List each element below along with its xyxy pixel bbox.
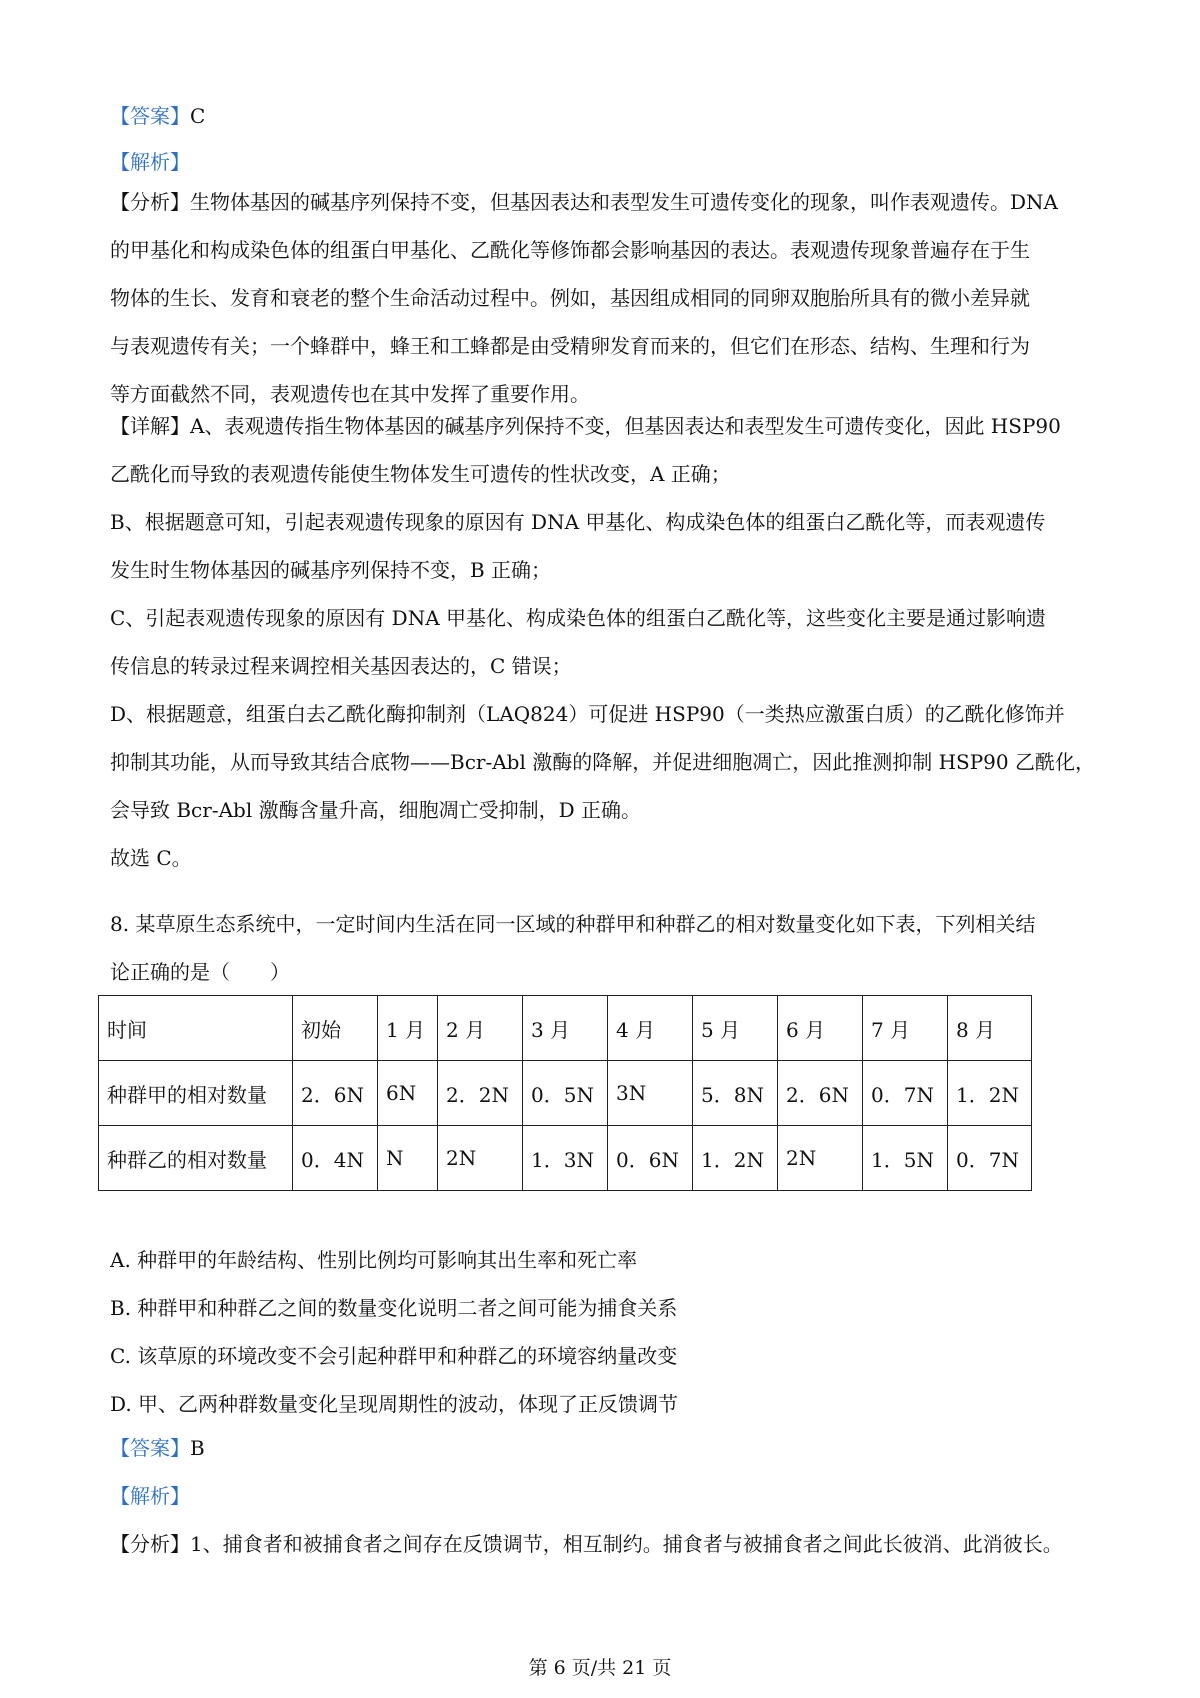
detail-line: 传信息的转录过程来调控相关基因表达的，C 错误； [110,654,572,678]
table-cell: 0．6N [608,1126,693,1191]
detail-line: 抑制其功能，从而导致其结合底物——Bcr-Abl 激酶的降解，并促进细胞凋亡，因此推测抑制 HSP90 乙酰化， [110,750,1095,774]
detail-line: 乙酰化而导致的表观遗传能使生物体发生可遗传的性状改变，A 正确； [110,462,731,486]
table-header-row [99,996,1032,1061]
analysis-paragraph-1 [110,178,1100,418]
fenxi-tag: 【分析】 [110,1532,190,1556]
table-cell: 1 月 [378,996,438,1061]
answer-line-2 [110,1434,1100,1462]
detail-line: C、引起表观遗传现象的原因有 DNA 甲基化、构成染色体的组蛋白乙酰化等，这些变化主要是通过影响遗 [110,606,1046,630]
table-cell: 1．3N [523,1126,608,1191]
detail-paragraph [110,402,1100,882]
table-cell: 2N [438,1126,523,1191]
analysis-line: 的甲基化和构成染色体的组蛋白甲基化、乙酰化等修饰都会影响基因的表达。表观遗传现象普遍存在于生 [110,238,1030,262]
table-cell: 2．6N [778,1061,863,1126]
analysis-tag-1 [110,148,1100,176]
question-line: 论正确的是（ ） [110,960,290,984]
detail-line: 故选 C。 [110,846,192,870]
fenxi-tag: 【分析】 [110,190,190,214]
question-line: 8. 某草原生态系统中，一定时间内生活在同一区域的种群甲和种群乙的相对数量变化如下表，下列相关结 [110,912,1036,936]
table-cell: 8 月 [948,996,1032,1061]
table-cell: 6 月 [778,996,863,1061]
answer-value: C [190,104,206,128]
option-c: C. 该草原的环境改变不会引起种群甲和种群乙的环境容纳量改变 [110,1344,678,1368]
table-cell: 时间 [99,996,293,1061]
table-cell: 1．2N [948,1061,1032,1126]
table-cell: 2．6N [293,1061,378,1126]
detail-line: 发生时生物体基因的碱基序列保持不变，B 正确； [110,558,552,582]
analysis-text: 1、捕食者和被捕食者之间存在反馈调节，相互制约。捕食者与被捕食者之间此长彼消、此消彼长。 [190,1532,1063,1556]
table-cell: 3 月 [523,996,608,1061]
detail-line: 会导致 Bcr-Abl 激酶含量升高，细胞凋亡受抑制，D 正确。 [110,798,641,822]
answer-options [110,1236,1100,1428]
detail-line: 【详解】A、表观遗传指生物体基因的碱基序列保持不变，但基因表达和表型发生可遗传变化，因此 HSP90 [110,414,1061,438]
table-cell: 1．2N [693,1126,778,1191]
answer-value: B [190,1436,205,1460]
analysis-tag-2 [110,1482,1100,1510]
table-cell: 0．7N [863,1061,948,1126]
table-cell: 2 月 [438,996,523,1061]
analysis-line: 等方面截然不同，表观遗传也在其中发挥了重要作用。 [110,382,590,406]
table-row [99,1126,1032,1191]
option-a: A. 种群甲的年龄结构、性别比例均可影响其出生率和死亡率 [110,1248,638,1272]
table-cell: 3N [608,1061,693,1126]
table-cell: 0．5N [523,1061,608,1126]
table-row [99,1061,1032,1126]
table-cell: 种群乙的相对数量 [99,1126,293,1191]
table-cell: 4 月 [608,996,693,1061]
table-cell: 2N [778,1126,863,1191]
page-number: 第 6 页/共 21 页 [528,1657,672,1679]
table-cell: 6N [378,1061,438,1126]
answer-tag: 【答案】 [110,104,190,128]
population-table [98,995,1032,1191]
table-cell: 7 月 [863,996,948,1061]
analysis-tag: 【解析】 [110,1484,190,1508]
table-cell: 1．5N [863,1126,948,1191]
table-cell: 2．2N [438,1061,523,1126]
analysis-line-2 [110,1530,1100,1558]
option-d: D. 甲、乙两种群数量变化呈现周期性的波动，体现了正反馈调节 [110,1392,679,1416]
option-b: B. 种群甲和种群乙之间的数量变化说明二者之间可能为捕食关系 [110,1296,678,1320]
detail-line: B、根据题意可知，引起表观遗传现象的原因有 DNA 甲基化、构成染色体的组蛋白乙酰化等，而表观遗传 [110,510,1046,534]
table-cell: 初始 [293,996,378,1061]
detail-line: D、根据题意，组蛋白去乙酰化酶抑制剂（LAQ824）可促进 HSP90（一类热应激蛋白质）的乙酰化修饰并 [110,702,1065,726]
analysis-line: 【分析】生物体基因的碱基序列保持不变，但基因表达和表型发生可遗传变化的现象，叫作表观遗传。DNA [110,190,1058,214]
analysis-line: 物体的生长、发育和衰老的整个生命活动过程中。例如，基因组成相同的同卵双胞胎所具有的微小差异就 [110,286,1030,310]
answer-tag: 【答案】 [110,1436,190,1460]
table-cell: 5．8N [693,1061,778,1126]
table-cell: 种群甲的相对数量 [99,1061,293,1126]
table-cell: 5 月 [693,996,778,1061]
analysis-tag: 【解析】 [110,150,190,174]
table-cell: N [378,1126,438,1191]
detail-tag: 【详解】 [110,414,190,438]
analysis-line: 与表观遗传有关；一个蜂群中，蜂王和工蜂都是由受精卵发育而来的，但它们在形态、结构、生理和行为 [110,334,1030,358]
table-cell: 0．4N [293,1126,378,1191]
table-cell: 0．7N [948,1126,1032,1191]
answer-line-1 [110,102,1100,130]
question-8 [110,900,1100,996]
